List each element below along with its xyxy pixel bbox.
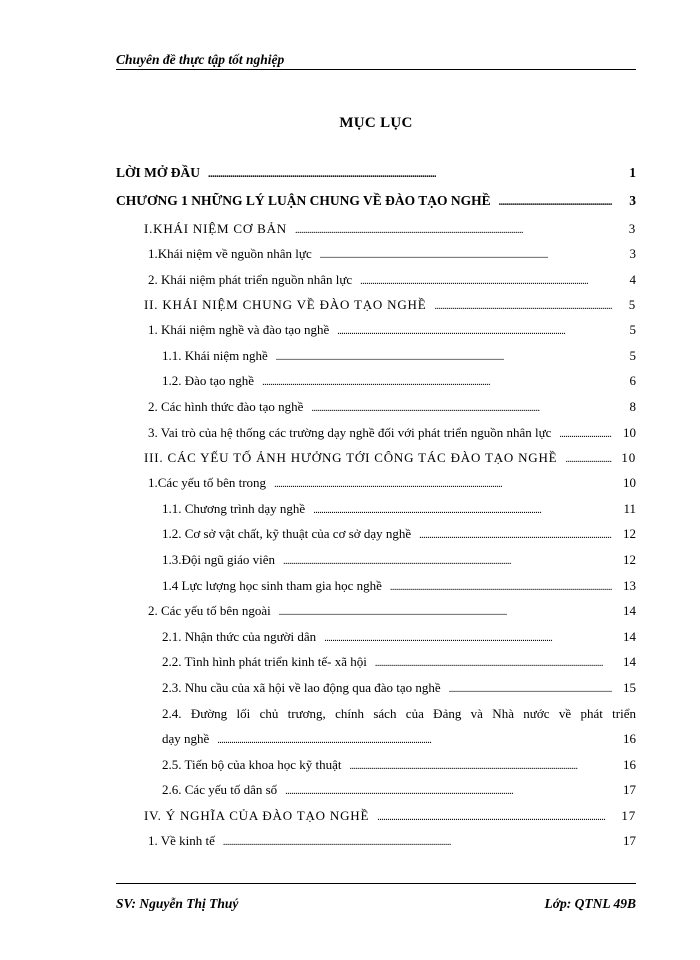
toc-entry-page: 12	[623, 551, 636, 567]
toc-entry-label: 2. Các hình thức đào tạo nghề	[148, 398, 304, 414]
toc-entry-label: 1.1. Khái niệm nghề	[162, 347, 268, 363]
toc-entry[interactable]	[116, 425, 636, 451]
dot-leader	[283, 556, 612, 567]
toc-entry-label: 2.1. Nhận thức của người dân	[162, 628, 317, 644]
toc-entry-label: I.KHÁI NIỆM CƠ BẢN	[144, 221, 287, 236]
toc-entry[interactable]	[116, 629, 636, 655]
toc-entry-label: 2. Các yếu tố bên ngoài	[148, 603, 271, 619]
dot-leader	[559, 429, 612, 440]
toc-entry[interactable]	[116, 526, 636, 552]
toc-entry[interactable]	[116, 782, 636, 808]
toc-entry[interactable]	[116, 165, 636, 193]
dot-leader	[223, 837, 612, 848]
toc-entry-page: 12	[623, 526, 636, 542]
dot-leader	[217, 735, 612, 746]
toc-entry-page: 8	[629, 398, 636, 414]
toc-entry-page: 3	[629, 193, 636, 208]
toc-entry-label: 1. Về kinh tế	[148, 832, 215, 848]
dot-leader	[390, 582, 612, 593]
toc-entry-label: 2.4. Đường lối chủ trương, chính sách của Đảng và Nhà nước về phát triển	[162, 705, 636, 721]
toc-entry[interactable]	[116, 297, 636, 322]
toc-entry[interactable]	[116, 501, 636, 527]
toc-entry-label: LỜI MỞ ĐẦU	[116, 165, 200, 180]
toc-entry-label: IV. Ý NGHĨA CỦA ĐÀO TẠO NGHỀ	[144, 807, 370, 823]
dot-leader	[419, 530, 612, 541]
toc-entry[interactable]	[116, 193, 636, 221]
toc-entry-page: 17	[623, 832, 636, 848]
toc-entry-page: 14	[623, 603, 636, 619]
dot-leader	[320, 250, 612, 261]
dot-leader	[434, 301, 612, 312]
toc-entry[interactable]	[116, 680, 636, 706]
toc-entry[interactable]	[116, 221, 636, 246]
dot-leader	[360, 276, 612, 287]
toc-entry-label: 1. Khái niệm nghề và đào tạo nghề	[148, 322, 330, 338]
footer-divider	[116, 883, 636, 884]
header-divider	[116, 69, 636, 70]
dot-leader	[285, 786, 612, 797]
toc-entry-page: 17	[621, 807, 636, 823]
dot-leader	[565, 454, 612, 465]
footer-student: SV: Nguyễn Thị Thuý	[116, 896, 239, 911]
dot-leader	[276, 352, 612, 363]
toc-entry-label: 1.2. Đào tạo nghề	[162, 373, 255, 389]
toc-entry-label: 1.Các yếu tố bên trong	[148, 475, 267, 491]
dot-leader	[449, 684, 612, 695]
toc-entry-page: 16	[623, 731, 636, 747]
toc-entry-page: 5	[628, 297, 636, 313]
dot-leader	[337, 326, 612, 337]
toc-entry[interactable]	[116, 552, 636, 578]
dot-leader	[208, 169, 612, 180]
dot-leader	[313, 505, 612, 516]
toc-entry[interactable]	[116, 757, 636, 783]
toc-entry-page: 5	[629, 322, 636, 338]
toc-entry-page: 15	[623, 679, 636, 695]
toc-entry-label: 2.2. Tình hình phát triển kinh tế- xã hội	[162, 654, 367, 670]
toc-entry-label: III. CÁC YẾU TỐ ẢNH HƯỞNG TỚI CÔNG TÁC ĐÀO TẠO NGHỀ	[144, 450, 558, 466]
toc-entry-page: 10	[623, 424, 636, 440]
table-of-contents	[116, 165, 636, 858]
toc-entry-page: 3	[628, 221, 636, 236]
page-footer	[116, 896, 636, 912]
dot-leader	[324, 633, 612, 644]
toc-entry-label: 2.6. Các yếu tố dân số	[162, 782, 278, 798]
toc-entry-label-continued: dạy nghề	[162, 731, 210, 747]
toc-entry[interactable]	[116, 348, 636, 374]
toc-entry-label: CHƯƠNG 1 NHỮNG LÝ LUẬN CHUNG VỀ ĐÀO TẠO NGHỀ	[116, 193, 491, 208]
footer-class: Lớp: QTNL 49B	[544, 896, 636, 911]
toc-entry-label: 2. Khái niệm phát triển nguồn nhân lực	[148, 271, 353, 287]
dot-leader	[295, 225, 612, 236]
toc-entry-label: 1.Khái niệm về nguồn nhân lực	[148, 246, 312, 261]
toc-entry-page: 14	[623, 628, 636, 644]
toc-entry[interactable]	[116, 373, 636, 399]
dot-leader	[349, 761, 612, 772]
toc-entry-label: 1.2. Cơ sở vật chất, kỹ thuật của cơ sở dạy nghề	[162, 526, 412, 542]
toc-entry[interactable]	[116, 578, 636, 604]
toc-entry-page: 11	[623, 500, 636, 516]
toc-entry[interactable]	[116, 272, 636, 298]
dot-leader	[311, 403, 612, 414]
toc-entry-label: 3. Vai trò của hệ thống các trường dạy nghề đối với phát triển nguồn nhân lực	[148, 424, 552, 440]
toc-entry-label: 1.4 Lực lượng học sinh tham gia học nghề	[162, 577, 382, 593]
toc-entry-label: 1.1. Chương trình dạy nghề	[162, 500, 306, 516]
toc-entry-page: 3	[629, 246, 636, 261]
dot-leader	[262, 377, 612, 388]
toc-entry-page: 17	[623, 782, 636, 798]
toc-entry[interactable]	[116, 450, 636, 475]
toc-entry-page: 6	[629, 373, 636, 389]
toc-entry-page: 16	[623, 756, 636, 772]
toc-entry[interactable]	[116, 808, 636, 833]
toc-entry[interactable]	[116, 654, 636, 680]
toc-entry[interactable]	[116, 833, 636, 859]
toc-entry[interactable]	[116, 475, 636, 501]
toc-entry[interactable]	[116, 706, 636, 757]
toc-entry[interactable]	[116, 399, 636, 425]
dot-leader	[375, 658, 612, 669]
toc-title: MỤC LỤC	[339, 115, 413, 131]
toc-entry[interactable]	[116, 322, 636, 348]
dot-leader	[274, 479, 612, 490]
toc-entry-page: 1	[629, 165, 636, 180]
toc-entry[interactable]	[116, 246, 636, 272]
dot-leader	[279, 607, 612, 618]
page-header: Chuyên đề thực tập tốt nghiệp	[116, 52, 285, 67]
toc-entry[interactable]	[116, 603, 636, 629]
toc-entry-label: 2.3. Nhu cầu của xã hội về lao động qua đào tạo nghề	[162, 679, 441, 695]
toc-entry-page: 13	[623, 577, 636, 593]
toc-entry-label: 2.5. Tiến bộ của khoa học kỹ thuật	[162, 756, 342, 772]
toc-entry-page: 5	[629, 347, 636, 363]
toc-entry-label: 1.3.Đội ngũ giáo viên	[162, 551, 276, 567]
toc-entry-page: 14	[623, 654, 636, 670]
toc-entry-page: 10	[623, 475, 636, 491]
toc-entry-page: 10	[621, 450, 636, 466]
dot-leader	[377, 812, 612, 823]
toc-entry-label: II. KHÁI NIỆM CHUNG VỀ ĐÀO TẠO NGHỀ	[144, 297, 427, 313]
dot-leader	[499, 197, 612, 208]
toc-entry-page: 4	[629, 271, 636, 287]
